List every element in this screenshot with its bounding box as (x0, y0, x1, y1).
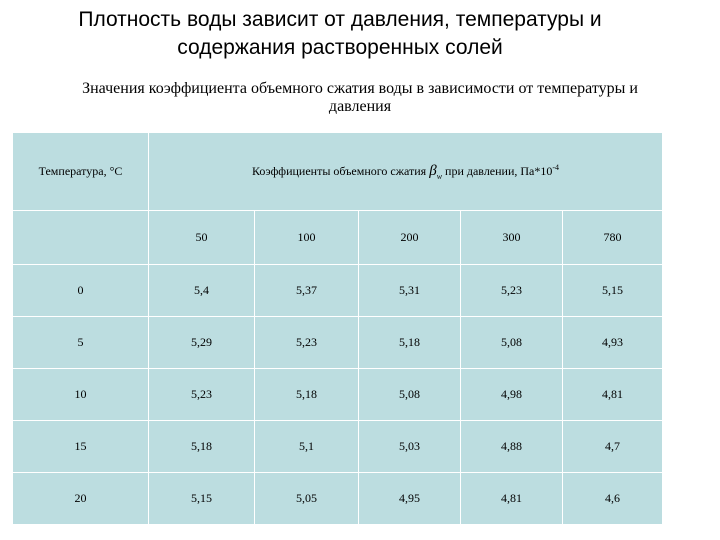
pressure-header-suffix: при давлении, Па*10 (445, 163, 553, 178)
value-cell: 5,29 (149, 317, 255, 369)
slide-title (0, 6, 680, 62)
pressure-header-prefix: Коэффициенты объемного сжатия (251, 163, 427, 178)
value-cell: 4,81 (461, 473, 563, 525)
value-cell: 5,15 (563, 265, 663, 317)
value-cell: 5,18 (149, 421, 255, 473)
value-cell: 4,93 (563, 317, 663, 369)
temperature-cell: 10 (13, 369, 149, 421)
value-cell: 4,81 (563, 369, 663, 421)
table-caption (0, 80, 720, 116)
value-cell: 5,37 (255, 265, 359, 317)
temperature-cell: 5 (13, 317, 149, 369)
value-cell: 5,4 (149, 265, 255, 317)
temperature-header-cell (13, 133, 149, 211)
table-row (13, 369, 663, 421)
temperature-cell: 0 (13, 265, 149, 317)
value-cell: 5,03 (359, 421, 461, 473)
pressure-col-header: 780 (563, 211, 663, 265)
pressure-col-header: 200 (359, 211, 461, 265)
value-cell: 5,18 (359, 317, 461, 369)
value-cell: 5,23 (461, 265, 563, 317)
table-caption-line1: Значения коэффициента объемного сжатия воды в зависимости от температуры и (82, 80, 638, 97)
slide-title-line1: Плотность воды зависит от давления, температуры и (78, 8, 602, 31)
pressure-header-exponent: -4 (552, 162, 560, 172)
table-row (13, 421, 663, 473)
pressure-col-header: 100 (255, 211, 359, 265)
pressure-col-header: 300 (461, 211, 563, 265)
value-cell: 4,6 (563, 473, 663, 525)
empty-corner-cell (13, 211, 149, 265)
table-caption-line2: давления (328, 98, 392, 115)
value-cell: 4,98 (461, 369, 563, 421)
value-cell: 5,05 (255, 473, 359, 525)
temperature-cell: 20 (13, 473, 149, 525)
compressibility-table (12, 132, 663, 525)
slide-title-line2: содержания растворенных солей (177, 36, 503, 59)
table-row (13, 317, 663, 369)
value-cell: 5,23 (149, 369, 255, 421)
beta-symbol: $\beta_w$ (429, 162, 443, 181)
value-cell: 5,23 (255, 317, 359, 369)
value-cell: 5,1 (255, 421, 359, 473)
value-cell: 5,08 (359, 369, 461, 421)
value-cell: 4,88 (461, 421, 563, 473)
value-cell: 5,15 (149, 473, 255, 525)
pressure-group-header (149, 133, 663, 211)
value-cell: 5,18 (255, 369, 359, 421)
value-cell: 5,08 (461, 317, 563, 369)
pressure-col-header: 50 (149, 211, 255, 265)
table-row (13, 473, 663, 525)
temperature-header: Температура, °С (38, 164, 123, 178)
value-cell: 4,95 (359, 473, 461, 525)
value-cell: 4,7 (563, 421, 663, 473)
temperature-cell: 15 (13, 421, 149, 473)
value-cell: 5,31 (359, 265, 461, 317)
table-row (13, 265, 663, 317)
